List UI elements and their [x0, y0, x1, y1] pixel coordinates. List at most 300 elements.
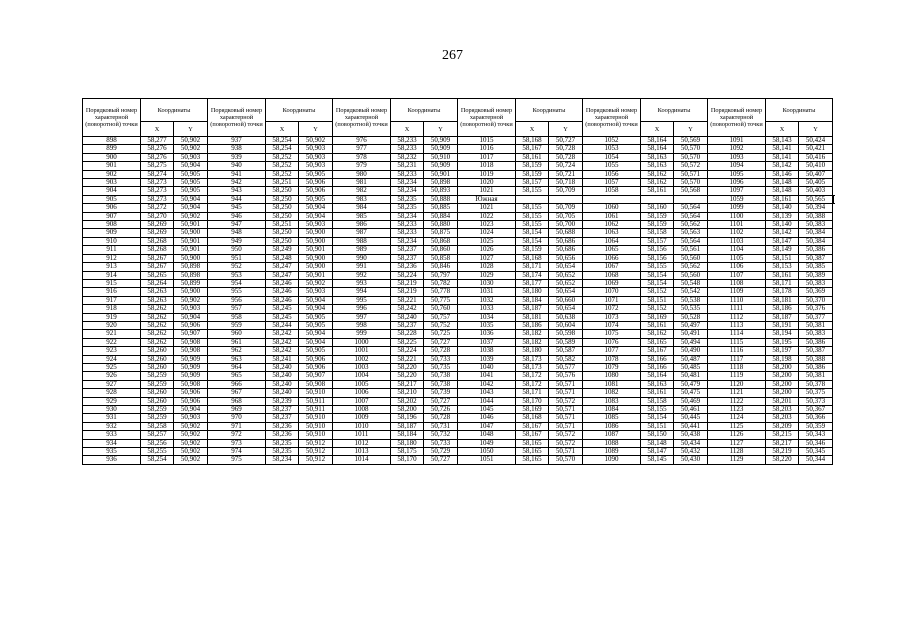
y-coordinate-cell: 50,909: [174, 355, 208, 363]
point-number-cell: 1036: [458, 330, 516, 338]
x-coordinate-cell: 58,181: [516, 313, 549, 321]
point-number-cell: 926: [83, 372, 141, 380]
point-number-cell: 915: [83, 279, 141, 287]
x-coordinate-cell: 58,168: [516, 137, 549, 145]
table-row: [83, 431, 834, 439]
y-coordinate-cell: 50,907: [174, 330, 208, 338]
y-coordinate-cell: 50,469: [674, 397, 708, 405]
x-header: X: [516, 122, 549, 137]
point-number-cell: 1095: [708, 170, 766, 178]
point-number-cell: 907: [83, 212, 141, 220]
point-number-cell: 1023: [458, 221, 516, 229]
x-coordinate-cell: 58,164: [641, 372, 674, 380]
point-number-cell: 916: [83, 288, 141, 296]
point-number-cell: 1047: [458, 422, 516, 430]
table-header: [83, 99, 834, 137]
y-coordinate-cell: 50,846: [424, 263, 458, 271]
y-coordinate-cell: 50,571: [549, 422, 583, 430]
point-number-cell: 945: [208, 204, 266, 212]
x-coordinate-cell: 58,175: [391, 448, 424, 456]
x-coordinate-cell: 58,155: [641, 406, 674, 414]
table-row: [83, 313, 834, 321]
x-coordinate-cell: 58,217: [391, 380, 424, 388]
y-coordinate-cell: 50,901: [299, 246, 333, 254]
point-number-cell: 958: [208, 313, 266, 321]
coordinates-table: [82, 98, 834, 465]
x-coordinate-cell: 58,186: [516, 321, 549, 329]
x-coordinate-cell: 58,195: [766, 338, 799, 346]
x-coordinate-cell: 58,219: [766, 448, 799, 456]
y-coordinate-cell: 50,908: [174, 380, 208, 388]
y-coordinate-cell: 50,902: [174, 422, 208, 430]
point-number-cell: 1029: [458, 271, 516, 279]
x-coordinate-cell: 58,235: [266, 439, 299, 447]
x-coordinate-cell: 58,275: [141, 162, 174, 170]
x-coordinate-cell: 58,241: [266, 355, 299, 363]
y-coordinate-cell: 50,572: [549, 397, 583, 405]
point-number-cell: 1116: [708, 347, 766, 355]
x-coordinate-cell: 58,259: [141, 414, 174, 422]
table-row: [83, 212, 834, 220]
coordinates-header: Координаты: [766, 99, 833, 122]
y-coordinate-cell: 50,571: [549, 406, 583, 414]
y-coordinate-cell: 50,542: [674, 288, 708, 296]
y-coordinate-cell: 50,902: [174, 431, 208, 439]
x-coordinate-cell: 58,247: [266, 271, 299, 279]
y-coordinate-cell: 50,384: [799, 229, 833, 237]
y-coordinate-cell: 50,430: [674, 456, 708, 464]
y-coordinate-cell: 50,912: [299, 456, 333, 464]
y-coordinate-cell: 50,560: [674, 271, 708, 279]
x-coordinate-cell: 58,233: [391, 221, 424, 229]
x-coordinate-cell: 58,233: [391, 229, 424, 237]
x-coordinate-cell: 58,161: [516, 153, 549, 161]
y-coordinate-cell: 50,386: [799, 246, 833, 254]
table-row: [83, 254, 834, 262]
table-row: [83, 246, 834, 254]
x-coordinate-cell: 58,151: [641, 422, 674, 430]
x-coordinate-cell: 58,154: [641, 279, 674, 287]
y-coordinate-cell: 50,906: [299, 187, 333, 195]
x-coordinate-cell: 58,244: [266, 321, 299, 329]
x-coordinate-cell: 58,252: [266, 162, 299, 170]
y-coordinate-cell: 50,709: [549, 187, 583, 195]
point-number-cell: 962: [208, 347, 266, 355]
coordinates-header: Координаты: [141, 99, 208, 122]
point-number-cell: 994: [333, 288, 391, 296]
point-number-cell: 1051: [458, 456, 516, 464]
point-number-cell: 1061: [583, 212, 641, 220]
y-coordinate-cell: 50,902: [174, 212, 208, 220]
point-number-cell: 1004: [333, 372, 391, 380]
x-coordinate-cell: 58,262: [141, 330, 174, 338]
x-coordinate-cell: 58,139: [766, 212, 799, 220]
point-number-cell: 952: [208, 263, 266, 271]
y-coordinate-cell: 50,589: [549, 338, 583, 346]
x-coordinate-cell: 58,169: [641, 313, 674, 321]
y-coordinate-cell: 50,562: [674, 221, 708, 229]
point-number-cell: 1013: [333, 448, 391, 456]
point-number-cell: 1097: [708, 187, 766, 195]
point-number-cell: 910: [83, 237, 141, 245]
point-number-cell: 931: [83, 414, 141, 422]
y-coordinate-cell: 50,903: [299, 288, 333, 296]
point-number-cell: 942: [208, 179, 266, 187]
y-coordinate-cell: 50,490: [674, 347, 708, 355]
y-coordinate-cell: 50,654: [549, 288, 583, 296]
point-number-cell: 1102: [708, 229, 766, 237]
x-coordinate-cell: 58,260: [141, 397, 174, 405]
y-header: Y: [424, 122, 458, 137]
x-coordinate-cell: 58,162: [641, 170, 674, 178]
point-number-cell: 976: [333, 137, 391, 145]
y-coordinate-cell: 50,906: [174, 321, 208, 329]
x-header: X: [141, 122, 174, 137]
y-coordinate-cell: 50,904: [174, 204, 208, 212]
point-number-cell: 1031: [458, 288, 516, 296]
point-number-cell: 900: [83, 153, 141, 161]
y-header: Y: [799, 122, 833, 137]
point-number-cell: 998: [333, 321, 391, 329]
point-number-cell: 934: [83, 439, 141, 447]
y-coordinate-cell: 50,487: [674, 355, 708, 363]
x-coordinate-cell: 58,263: [141, 296, 174, 304]
x-coordinate-cell: 58,245: [266, 313, 299, 321]
point-number-cell: 980: [333, 170, 391, 178]
y-coordinate-cell: 50,907: [299, 372, 333, 380]
x-coordinate-cell: 58,156: [641, 254, 674, 262]
y-coordinate-cell: 50,775: [424, 296, 458, 304]
x-coordinate-cell: 58,170: [391, 456, 424, 464]
x-coordinate-cell: 58,164: [641, 137, 674, 145]
x-coordinate-cell: 58,173: [516, 355, 549, 363]
point-number-cell: 905: [83, 195, 141, 203]
y-coordinate-cell: 50,900: [174, 254, 208, 262]
y-coordinate-cell: 50,370: [799, 296, 833, 304]
point-number-cell: 902: [83, 170, 141, 178]
y-coordinate-cell: 50,900: [174, 288, 208, 296]
y-coordinate-cell: 50,909: [174, 372, 208, 380]
y-coordinate-cell: 50,481: [674, 372, 708, 380]
x-coordinate-cell: 58,254: [266, 137, 299, 145]
point-number-cell: 1068: [583, 271, 641, 279]
point-number-cell: 985: [333, 212, 391, 220]
x-coordinate-cell: 58,273: [141, 195, 174, 203]
point-number-cell: 1040: [458, 363, 516, 371]
y-coordinate-cell: 50,376: [799, 305, 833, 313]
x-coordinate-cell: 58,210: [391, 389, 424, 397]
table-row: [83, 195, 834, 203]
y-coordinate-cell: 50,570: [674, 145, 708, 153]
table-row: [83, 397, 834, 405]
y-coordinate-cell: 50,724: [549, 162, 583, 170]
x-coordinate-cell: 58,167: [516, 145, 549, 153]
point-number-cell: 1115: [708, 338, 766, 346]
x-coordinate-cell: 58,157: [516, 179, 549, 187]
table-row: [83, 288, 834, 296]
y-coordinate-cell: 50,911: [299, 397, 333, 405]
y-coordinate-cell: 50,778: [424, 288, 458, 296]
point-number-cell: 1081: [583, 380, 641, 388]
point-number-header: Порядковый номер характерной (поворотной) точки: [83, 99, 141, 137]
x-coordinate-cell: 58,250: [266, 229, 299, 237]
y-coordinate-cell: 50,900: [299, 237, 333, 245]
x-coordinate-cell: 58,237: [391, 321, 424, 329]
point-number-cell: 951: [208, 254, 266, 262]
y-coordinate-cell: 50,905: [299, 321, 333, 329]
table-row: [83, 296, 834, 304]
x-coordinate-cell: 58,250: [266, 187, 299, 195]
point-number-cell: 1054: [583, 153, 641, 161]
y-coordinate-cell: 50,728: [424, 414, 458, 422]
y-coordinate-cell: 50,497: [674, 321, 708, 329]
x-coordinate-cell: 58,235: [391, 204, 424, 212]
y-coordinate-cell: 50,598: [549, 330, 583, 338]
y-coordinate-cell: 50,760: [424, 305, 458, 313]
x-coordinate-cell: 58,224: [391, 347, 424, 355]
x-coordinate-cell: 58,167: [516, 431, 549, 439]
x-coordinate-cell: 58,178: [766, 288, 799, 296]
x-coordinate-cell: 58,168: [516, 254, 549, 262]
x-coordinate-cell: 58,142: [766, 229, 799, 237]
point-number-cell: 974: [208, 448, 266, 456]
point-number-cell: 1067: [583, 263, 641, 271]
point-number-cell: 1103: [708, 237, 766, 245]
x-coordinate-cell: 58,260: [141, 347, 174, 355]
point-number-cell: 1084: [583, 406, 641, 414]
point-number-cell: 1052: [583, 137, 641, 145]
y-coordinate-cell: 50,721: [549, 170, 583, 178]
point-number-cell: 1021: [458, 187, 516, 195]
y-coordinate-cell: 50,729: [424, 448, 458, 456]
point-number-cell: 1038: [458, 347, 516, 355]
table-row: [83, 422, 834, 430]
y-coordinate-cell: 50,604: [549, 321, 583, 329]
point-number-cell: 935: [83, 448, 141, 456]
table-row: [83, 355, 834, 363]
y-coordinate-cell: 50,571: [549, 380, 583, 388]
x-coordinate-cell: 58,141: [766, 153, 799, 161]
point-number-cell: 1033: [458, 305, 516, 313]
y-coordinate-cell: 50,903: [174, 414, 208, 422]
point-number-cell: 1087: [583, 431, 641, 439]
point-number-cell: 970: [208, 414, 266, 422]
y-coordinate-cell: 50,582: [549, 355, 583, 363]
x-coordinate-cell: 58,164: [641, 145, 674, 153]
x-coordinate-cell: 58,255: [141, 448, 174, 456]
x-coordinate-cell: 58,251: [266, 179, 299, 187]
x-coordinate-cell: 58,165: [516, 456, 549, 464]
x-coordinate-cell: 58,254: [266, 145, 299, 153]
y-coordinate-cell: 50,910: [299, 414, 333, 422]
x-coordinate-cell: 58,173: [516, 363, 549, 371]
y-coordinate-cell: 50,868: [424, 237, 458, 245]
point-number-cell: 1112: [708, 313, 766, 321]
x-coordinate-cell: 58,234: [391, 179, 424, 187]
x-coordinate-cell: 58,242: [266, 338, 299, 346]
x-coordinate-cell: 58,152: [641, 305, 674, 313]
y-coordinate-cell: 50,381: [799, 321, 833, 329]
x-coordinate-cell: 58,233: [391, 137, 424, 145]
y-coordinate-cell: 50,911: [299, 406, 333, 414]
point-number-cell: 929: [83, 397, 141, 405]
point-number-cell: 983: [333, 195, 391, 203]
x-coordinate-cell: 58,161: [766, 271, 799, 279]
y-coordinate-cell: 50,660: [549, 296, 583, 304]
x-coordinate-cell: 58,240: [391, 313, 424, 321]
x-coordinate-cell: 58,187: [766, 313, 799, 321]
x-coordinate-cell: 58,276: [141, 153, 174, 161]
point-number-cell: 901: [83, 162, 141, 170]
y-coordinate-cell: 50,900: [174, 229, 208, 237]
y-coordinate-cell: 50,727: [424, 456, 458, 464]
x-coordinate-cell: 58,143: [766, 137, 799, 145]
y-coordinate-cell: 50,445: [674, 414, 708, 422]
point-number-cell: 928: [83, 389, 141, 397]
point-number-cell: 991: [333, 263, 391, 271]
y-coordinate-cell: 50,479: [674, 380, 708, 388]
point-number-cell: 914: [83, 271, 141, 279]
x-coordinate-cell: 58,162: [641, 330, 674, 338]
y-coordinate-cell: 50,885: [424, 204, 458, 212]
y-coordinate-cell: 50,564: [674, 204, 708, 212]
point-number-cell: 1044: [458, 397, 516, 405]
point-number-cell: 1048: [458, 431, 516, 439]
y-coordinate-cell: 50,904: [299, 296, 333, 304]
page-number: 267: [442, 48, 463, 63]
x-coordinate-cell: 58,262: [141, 313, 174, 321]
x-coordinate-cell: 58,252: [266, 153, 299, 161]
y-coordinate-cell: 50,652: [549, 271, 583, 279]
x-coordinate-cell: 58,233: [391, 170, 424, 178]
point-number-cell: 1094: [708, 162, 766, 170]
point-number-cell: 953: [208, 271, 266, 279]
y-coordinate-cell: 50,652: [549, 279, 583, 287]
x-coordinate-cell: 58,220: [391, 363, 424, 371]
y-header: Y: [549, 122, 583, 137]
coordinates-header: Координаты: [516, 99, 583, 122]
x-coordinate-cell: 58,245: [266, 305, 299, 313]
point-number-cell: 1016: [458, 145, 516, 153]
y-coordinate-cell: 50,388: [799, 355, 833, 363]
point-number-cell: 949: [208, 237, 266, 245]
y-coordinate-cell: 50,735: [424, 363, 458, 371]
y-coordinate-cell: 50,912: [299, 439, 333, 447]
y-coordinate-cell: 50,405: [799, 179, 833, 187]
y-coordinate-cell: 50,386: [799, 338, 833, 346]
point-number-cell: 1128: [708, 448, 766, 456]
point-number-cell: [583, 195, 641, 203]
y-coordinate-cell: 50,901: [174, 237, 208, 245]
y-coordinate-cell: 50,906: [174, 389, 208, 397]
x-coordinate-cell: 58,142: [766, 162, 799, 170]
y-coordinate-cell: 50,385: [799, 263, 833, 271]
y-coordinate-cell: 50,377: [799, 313, 833, 321]
point-number-cell: 993: [333, 279, 391, 287]
y-coordinate-cell: 50,909: [424, 145, 458, 153]
point-number-cell: 963: [208, 355, 266, 363]
point-number-cell: 1015: [458, 137, 516, 145]
x-coordinate-cell: 58,259: [141, 406, 174, 414]
x-coordinate-cell: 58,250: [266, 195, 299, 203]
point-number-cell: 1030: [458, 279, 516, 287]
point-number-cell: 1055: [583, 162, 641, 170]
y-coordinate-cell: 50,880: [424, 221, 458, 229]
x-coordinate-cell: 58,272: [141, 204, 174, 212]
y-coordinate-cell: 50,369: [799, 288, 833, 296]
y-coordinate-cell: 50,718: [549, 179, 583, 187]
x-coordinate-cell: 58,200: [766, 363, 799, 371]
y-coordinate-cell: 50,902: [174, 448, 208, 456]
point-number-cell: 957: [208, 305, 266, 313]
x-coordinate-cell: 58,262: [141, 321, 174, 329]
x-coordinate-cell: 58,269: [141, 229, 174, 237]
y-coordinate-cell: 50,654: [549, 305, 583, 313]
point-number-cell: 919: [83, 313, 141, 321]
point-number-cell: 912: [83, 254, 141, 262]
y-coordinate-cell: 50,570: [549, 456, 583, 464]
y-coordinate-cell: 50,901: [174, 246, 208, 254]
table-row: [83, 347, 834, 355]
y-coordinate-cell: 50,904: [174, 162, 208, 170]
y-coordinate-cell: 50,709: [549, 204, 583, 212]
x-coordinate-cell: 58,140: [766, 221, 799, 229]
x-coordinate-cell: 58,268: [141, 237, 174, 245]
y-coordinate-cell: 50,733: [424, 439, 458, 447]
y-coordinate-cell: 50,570: [674, 153, 708, 161]
point-number-cell: 1066: [583, 254, 641, 262]
y-coordinate-cell: 50,905: [299, 347, 333, 355]
x-coordinate-cell: 58,154: [641, 271, 674, 279]
point-number-cell: 978: [333, 153, 391, 161]
y-coordinate-cell: 50,359: [799, 422, 833, 430]
point-number-cell: 930: [83, 406, 141, 414]
point-number-cell: 989: [333, 246, 391, 254]
point-number-cell: 1062: [583, 221, 641, 229]
point-number-cell: 1046: [458, 414, 516, 422]
point-number-cell: 960: [208, 330, 266, 338]
y-coordinate-cell: 50,904: [299, 305, 333, 313]
point-number-cell: 1019: [458, 170, 516, 178]
point-number-cell: 982: [333, 187, 391, 195]
x-coordinate-cell: 58,154: [516, 237, 549, 245]
y-coordinate-cell: 50,572: [549, 431, 583, 439]
y-coordinate-cell: 50,904: [174, 313, 208, 321]
y-coordinate-cell: 50,903: [299, 162, 333, 170]
point-number-cell: 1110: [708, 296, 766, 304]
point-number-cell: 921: [83, 330, 141, 338]
point-number-cell: 1024: [458, 229, 516, 237]
y-coordinate-cell: [549, 195, 583, 203]
x-coordinate-cell: 58,246: [266, 296, 299, 304]
x-coordinate-cell: 58,203: [766, 406, 799, 414]
y-coordinate-cell: 50,893: [424, 187, 458, 195]
point-number-cell: 938: [208, 145, 266, 153]
y-coordinate-cell: 50,902: [174, 137, 208, 145]
x-header: X: [266, 122, 299, 137]
x-coordinate-cell: 58,198: [766, 355, 799, 363]
x-coordinate-cell: 58,209: [766, 422, 799, 430]
point-number-cell: 1069: [583, 279, 641, 287]
point-number-cell: 1080: [583, 372, 641, 380]
point-number-cell: 990: [333, 254, 391, 262]
y-coordinate-cell: 50,727: [424, 338, 458, 346]
x-coordinate-cell: 58,273: [141, 179, 174, 187]
y-coordinate-cell: 50,475: [674, 389, 708, 397]
x-coordinate-cell: 58,219: [391, 279, 424, 287]
y-coordinate-cell: 50,902: [174, 296, 208, 304]
y-coordinate-cell: 50,728: [549, 145, 583, 153]
